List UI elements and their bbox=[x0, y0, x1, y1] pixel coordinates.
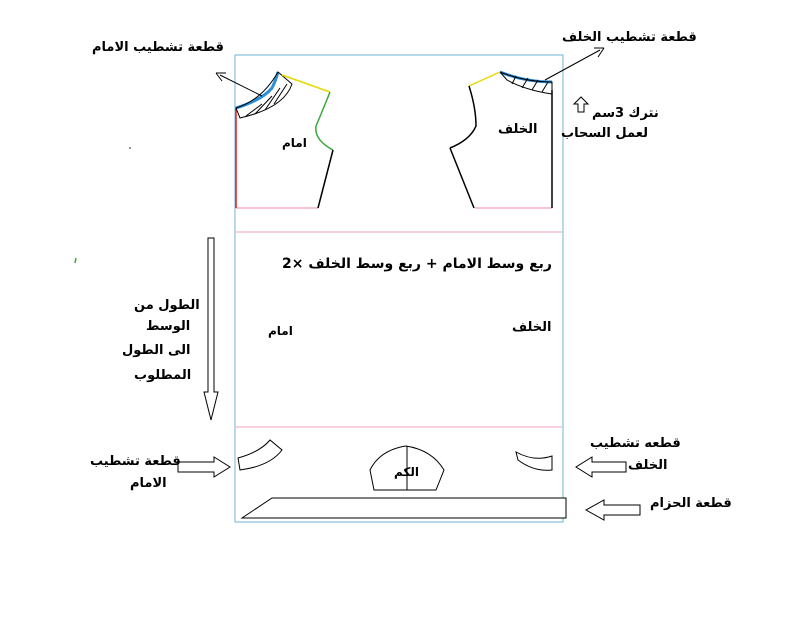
back-facing-piece bbox=[516, 452, 552, 470]
front-neckline bbox=[236, 72, 278, 108]
belt-piece bbox=[242, 498, 566, 518]
front-facing-pointer bbox=[220, 75, 262, 96]
front-facing-top-label: قطعة تشطيب الامام bbox=[92, 40, 224, 55]
back-armhole bbox=[450, 86, 476, 148]
back-facing-bottom-line2: الخلف bbox=[628, 458, 668, 473]
formula-label: ربع وسط الامام + ربع وسط الخلف ×2 bbox=[282, 256, 552, 272]
length-label-line1: الطول من bbox=[134, 298, 200, 313]
back-shoulder bbox=[469, 72, 500, 86]
front-bodice-label: امام bbox=[282, 136, 307, 150]
length-label-line4: المطلوب bbox=[134, 368, 192, 383]
length-label-line3: الى الطول bbox=[122, 343, 191, 358]
back-bodice-label: الخلف bbox=[498, 122, 538, 137]
zipper-note-line2: لعمل السحاب bbox=[561, 126, 648, 141]
front-facing-arrow-icon bbox=[178, 457, 230, 477]
back-side-seam bbox=[450, 148, 474, 208]
length-arrow-icon bbox=[204, 238, 218, 420]
sleeve-label: الكم bbox=[394, 465, 420, 479]
back-facing-bottom-line1: قطعه تشطيب bbox=[590, 436, 681, 451]
belt-arrow-icon bbox=[586, 500, 640, 520]
front-facing-bottom-line1: قطعة تشطيب bbox=[90, 454, 181, 469]
back-facing-top-label: قطعة تشطيب الخلف bbox=[562, 30, 697, 45]
front-facing-bottom-line2: الامام bbox=[130, 476, 167, 491]
front-armhole bbox=[316, 92, 333, 150]
stray-dot bbox=[129, 147, 131, 149]
front-facing-piece bbox=[238, 440, 282, 470]
belt-label: قطعة الحزام bbox=[650, 496, 732, 511]
front-skirt-label: امام bbox=[268, 324, 293, 338]
stray-mark bbox=[75, 258, 76, 263]
length-label-line2: الوسط bbox=[146, 319, 191, 334]
front-side-seam bbox=[318, 150, 333, 208]
back-skirt-label: الخلف bbox=[512, 320, 552, 335]
zipper-arrow-icon bbox=[574, 97, 588, 112]
zipper-note-line1: نترك 3سم bbox=[592, 106, 659, 121]
back-facing-arrow-icon bbox=[576, 457, 626, 477]
